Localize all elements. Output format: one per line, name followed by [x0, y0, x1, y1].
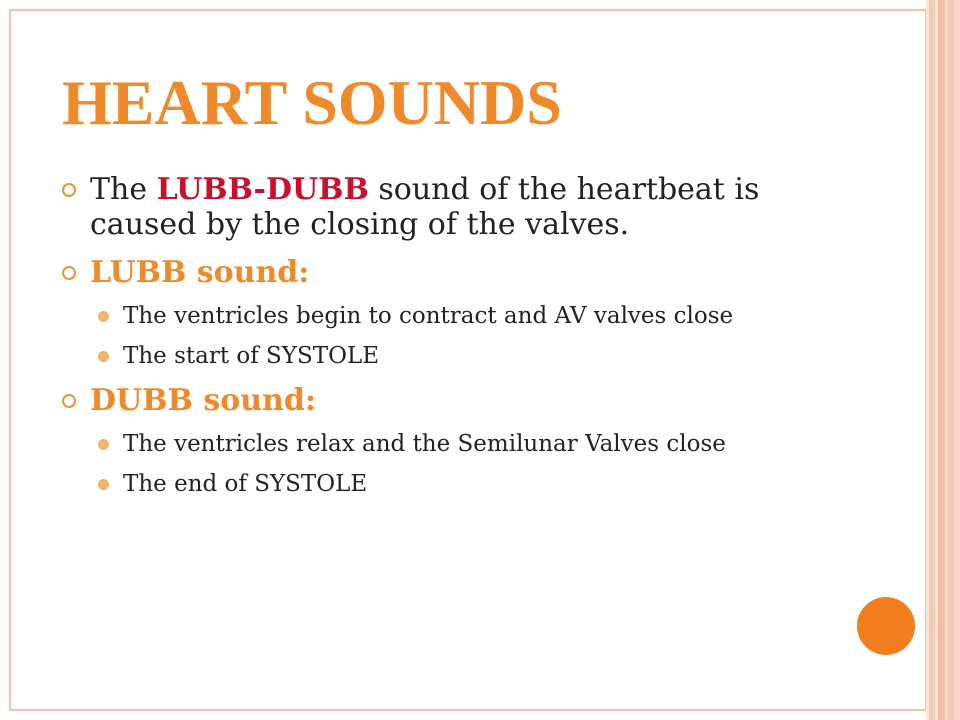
list-item	[98, 471, 862, 498]
bullet-text-pre: The	[90, 172, 157, 207]
dubb-heading: DUBB sound:	[90, 383, 316, 418]
list-item	[98, 303, 862, 330]
list-item	[98, 343, 862, 370]
list-item-text: The start of SYSTOLE	[123, 343, 380, 369]
circle-bullet-icon	[62, 266, 76, 280]
bullet-lubb-heading	[62, 255, 862, 290]
slide-title: HEART SOUNDS	[62, 67, 562, 138]
bullet-dubb-heading	[62, 383, 862, 418]
circle-bullet-icon	[62, 183, 76, 197]
circle-bullet-icon	[62, 394, 76, 408]
dot-bullet-icon	[98, 479, 109, 490]
slide-content	[62, 172, 862, 511]
dot-bullet-icon	[98, 311, 109, 322]
decorative-stripes	[926, 0, 960, 720]
list-item-text: The ventricles relax and the Semilunar Valves close	[123, 431, 726, 457]
bullet-text-post: sound of the heartbeat is caused by the closing of the valves.	[90, 172, 760, 242]
list-item	[98, 431, 862, 458]
dot-bullet-icon	[98, 351, 109, 362]
decorative-circle	[857, 597, 915, 655]
bullet-lubb-dubb	[62, 172, 862, 242]
list-item-text: The ventricles begin to contract and AV valves close	[123, 303, 734, 329]
lubb-heading: LUBB sound:	[90, 255, 310, 290]
dot-bullet-icon	[98, 439, 109, 450]
lubb-dubb-highlight: LUBB-DUBB	[156, 172, 369, 207]
list-item-text: The end of SYSTOLE	[123, 471, 368, 497]
